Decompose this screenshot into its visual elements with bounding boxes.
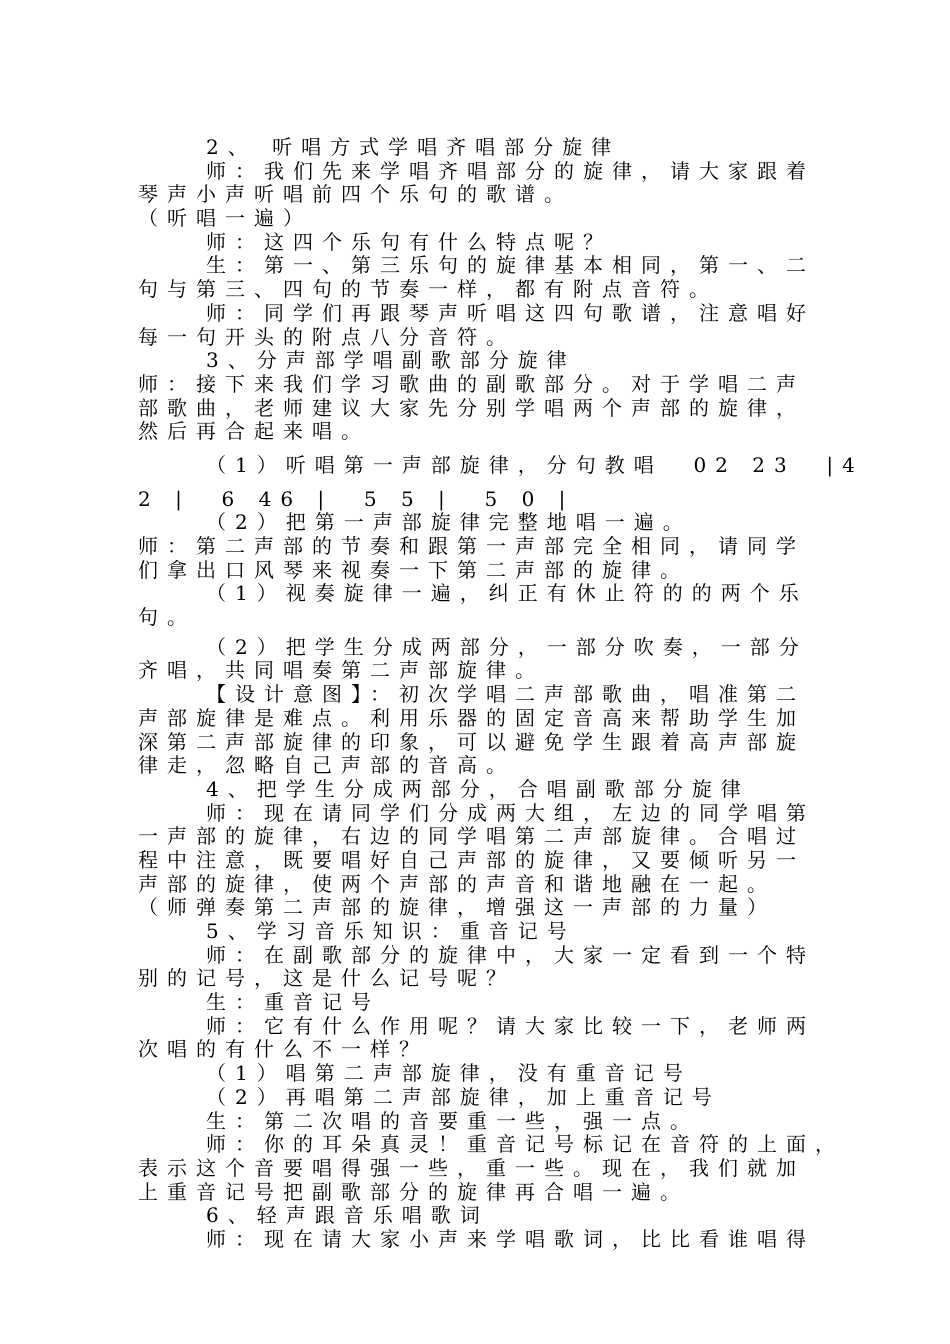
paragraph-line: 深第二声部旋律的印象，可以避免学生跟着高声部旋 (138, 729, 805, 754)
paragraph-line: 生：重音记号 (206, 990, 380, 1015)
paragraph-line: 一声部的旋律，右边的同学唱第二声部旋律。合唱过 (138, 824, 805, 849)
section-heading: 2、 听唱方式学唱齐唱部分旋律 (206, 135, 621, 159)
paragraph-line: 师：第二声部的节奏和跟第一声部完全相同，请同学 (138, 534, 805, 558)
section-heading: 5、学习音乐知识：重音记号 (206, 919, 576, 943)
section-heading: 6、轻声跟音乐唱歌词 (206, 1203, 489, 1228)
paragraph-line: 琴声小声听唱前四个乐句的歌谱。 (138, 182, 573, 207)
paragraph-line: （2）把第一声部旋律完整地唱一遍。 (206, 510, 692, 535)
paragraph-line: （师弹奏第二声部的旋律，增强这一声部的力量） (138, 895, 776, 920)
paragraph-line: 次唱的有什么不一样？ (138, 1037, 428, 1062)
notation-line: （1）听唱第一声部旋律，分句教唱 02 23 |4 (206, 452, 864, 477)
paragraph-line: 齐唱，共同唱奏第二声部旋律。 (138, 658, 544, 683)
paragraph-line: 上重音记号把副歌部分的旋律再合唱一遍。 (138, 1179, 689, 1204)
notation-line: 2 | 6 46 | 5 5 | 5 0 | (138, 486, 575, 511)
paragraph-line: 句与第三、四句的节奏一样，都有附点音符。 (138, 277, 718, 302)
paragraph-line: （2）把学生分成两部分，一部分吹奏，一部分 (206, 634, 808, 659)
paragraph-line: （2）再唱第二声部旋律，加上重音记号 (206, 1084, 721, 1109)
paragraph-line: 然后再合起来唱。 (138, 419, 370, 444)
paragraph-line: 师：接下来我们学习歌曲的副歌部分。对于学唱二声 (138, 371, 805, 396)
paragraph-line: 师：在副歌部分的旋律中，大家一定看到一个特 (206, 942, 815, 967)
paragraph-line: 生：第一、第三乐句的旋律基本相同，第一、二 (206, 253, 815, 278)
paragraph-line: 部歌曲，老师建议大家先分别学唱两个声部的旋律， (138, 395, 805, 420)
design-intent-line: 【设计意图】：初次学唱二声部歌曲，唱准第二 (206, 682, 805, 707)
paragraph-line: 们拿出口风琴来视奏一下第二声部的旋律。 (138, 557, 689, 582)
section-heading: 3、分声部学唱副歌部分旋律 (206, 348, 576, 373)
paragraph-line: 师：现在请同学们分成两大组，左边的同学唱第 (206, 800, 815, 825)
document-body (138, 135, 864, 1252)
paragraph-line: 程中注意，既要唱好自己声部的旋律，又要倾听另一 (138, 847, 805, 872)
paragraph-line: 声部的旋律，使两个声部的声音和谐地融在一起。 (138, 871, 776, 896)
paragraph-line: （1）视奏旋律一遍，纠正有休止符的的两个乐 (206, 581, 808, 606)
paragraph-line: 师：我们先来学唱齐唱部分的旋律，请大家跟着 (206, 158, 815, 183)
paragraph-line: 师：你的耳朵真灵！重音记号标记在音符的上面， (206, 1132, 844, 1157)
paragraph-line: 师：同学们再跟琴声听唱这四句歌谱，注意唱好 (206, 300, 815, 325)
paragraph-line: 句。 (138, 605, 196, 630)
paragraph-line: （1）唱第二声部旋律，没有重音记号 (206, 1061, 692, 1086)
paragraph-line: 别的记号，这是什么记号呢？ (138, 966, 515, 991)
paragraph-line: 每一句开头的附点八分音符。 (138, 324, 515, 349)
paragraph-line: 师：这四个乐句有什么特点呢？ (206, 229, 612, 254)
paragraph-line: 声部旋律是难点。利用乐器的固定音高来帮助学生加 (138, 705, 805, 730)
paragraph-line: 师：现在请大家小声来学唱歌词，比比看谁唱得 (206, 1226, 815, 1251)
paragraph-line: 生：第二次唱的音要重一些，强一点。 (206, 1108, 699, 1133)
paragraph-line: 律走，忽略自己声部的音高。 (138, 753, 515, 778)
paragraph-line: 师：它有什么作用呢？请大家比较一下，老师两 (206, 1013, 815, 1038)
paragraph-line: 表示这个音要唱得强一些，重一些。现在，我们就加 (138, 1155, 805, 1180)
paragraph-line: （听唱一遍） (138, 206, 312, 231)
section-heading: 4、把学生分成两部分，合唱副歌部分旋律 (206, 776, 750, 801)
